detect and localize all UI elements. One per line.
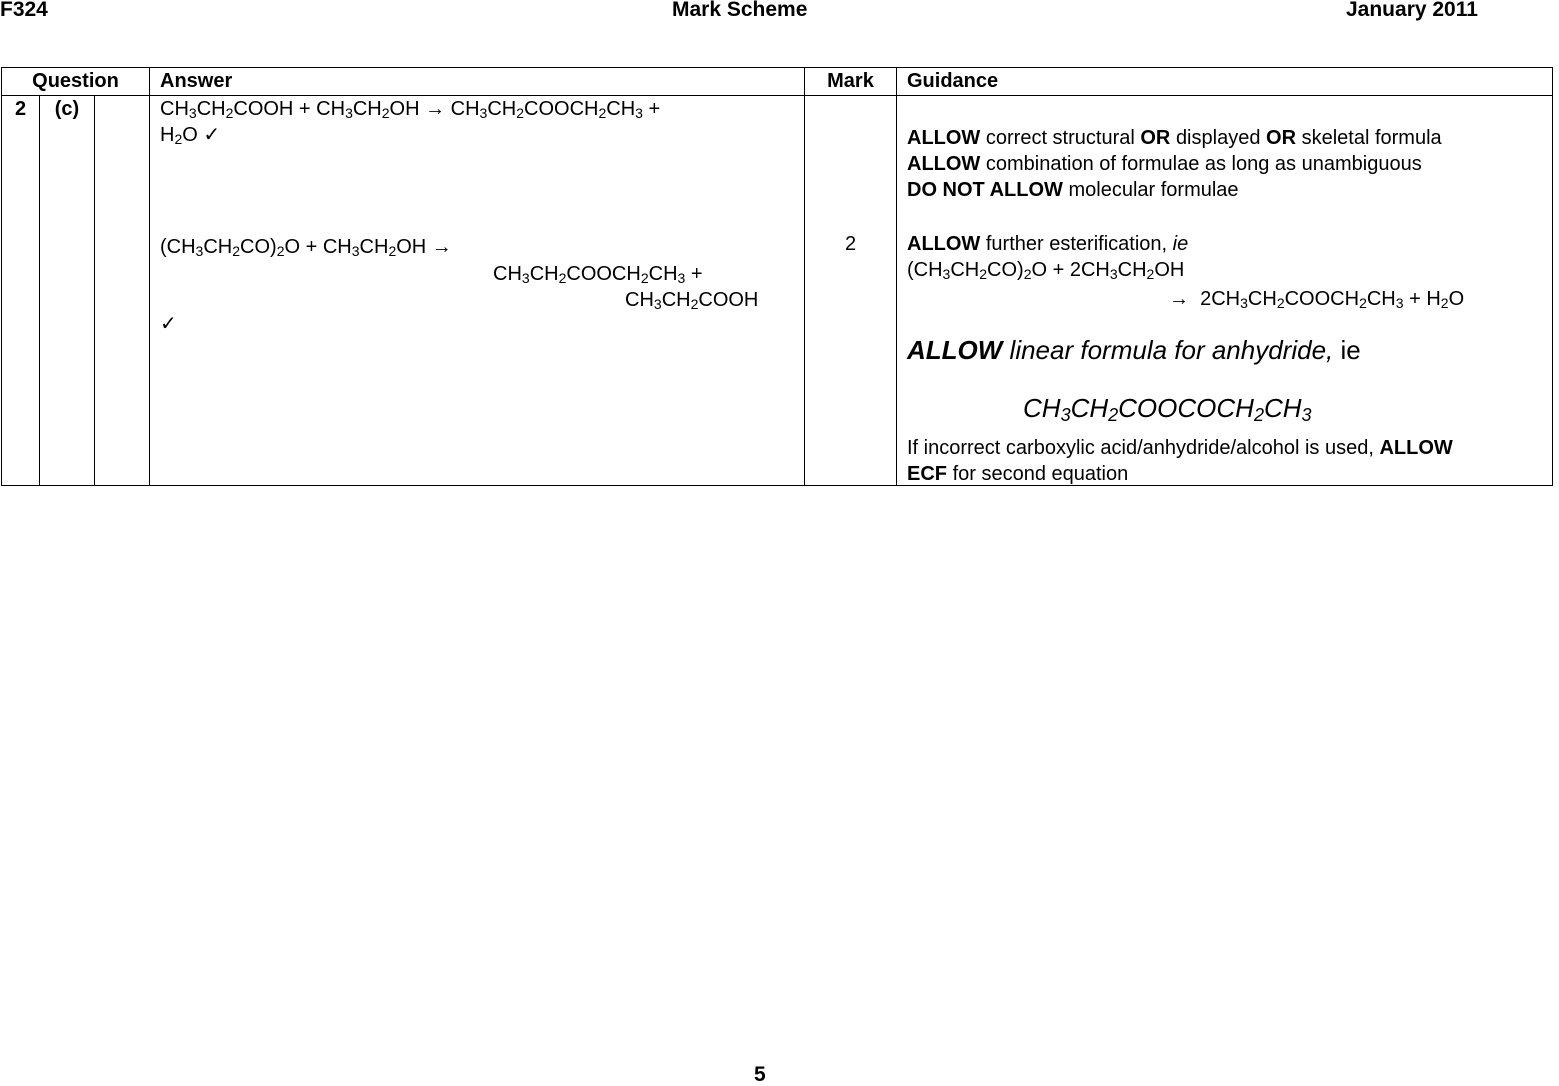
answer-cell: $CH_3CH_2COOH + CH_3CH_2OH$ → $CH_3CH_2COOCH_2CH_3$ + $H_2O$ ✓ $(CH_3CH_2CO)_2O + CH_3CH_2OH$ → $CH_3CH_2COOCH_2CH_3$ + $CH_3CH_2COOH$ ✓ (150, 96, 805, 486)
guidance-allow-keyword: ALLOW (907, 127, 981, 149)
header-course-code: F324 (0, 0, 48, 21)
guidance-line-9 (907, 461, 1128, 487)
guidance-text: skeletal formula (1301, 127, 1442, 149)
header-title: Mark Scheme (672, 0, 808, 21)
guidance-cell: ALLOW correct structural OR displayed OR skeletal formula ALLOW combination of formulae as long as unambiguous DO NOT ALLOW molecular formulae ALLOW further esterification, ie $(CH_3CH_2CO)_2O + 2CH_3CH_2OH$ → $2CH_3CH_2COOCH_2CH_3 + H_2O$ ALLOW linear formula for anhydride, ie $CH_3CH_2COOCOCH_2CH_3$ If incorrect carboxylic acid/anhydride/alcohol is used, ALLOW ECF for second equation (897, 96, 1553, 486)
guidance-ie: ie (1172, 233, 1189, 255)
guidance-or-keyword: OR (1140, 127, 1171, 149)
guidance-linear-formula-text (907, 96, 908, 97)
guidance-line-8 (907, 435, 1453, 461)
guidance-text: combination of formulae as long as unambiguous (985, 153, 1422, 175)
guidance-text: molecular formulae (1068, 179, 1239, 201)
guidance-allow-keyword: ALLOW (907, 233, 981, 255)
guidance-text: linear formula for anhydride, (1009, 335, 1334, 365)
guidance-text: further esterification, (985, 233, 1168, 255)
guidance-or-keyword: OR (1266, 127, 1297, 149)
mark-value: 2 (845, 233, 857, 255)
guidance-do-not-allow-keyword: DO NOT ALLOW (907, 179, 1063, 201)
guidance-line-1 (907, 125, 1442, 151)
question-subpart (95, 96, 150, 486)
guidance-text: displayed (1175, 127, 1261, 149)
table-header-row (2, 68, 1553, 96)
guidance-line-4 (907, 231, 1188, 257)
page-number: 5 (754, 1063, 766, 1086)
guidance-text: If incorrect carboxylic acid/anhydride/alcohol is used, (907, 437, 1374, 459)
guidance-line-2 (907, 151, 1422, 177)
mark-scheme-table (1, 67, 1553, 486)
guidance-text: for second equation (952, 463, 1129, 485)
guidance-text: correct structural (985, 127, 1135, 149)
question-number: 2 (2, 96, 40, 486)
guidance-allow-keyword: ALLOW (907, 335, 1003, 365)
guidance-ie: ie (1340, 335, 1361, 365)
mark-cell (805, 96, 897, 486)
question-column-header: Question (2, 68, 150, 96)
answer-column-header: Answer (150, 68, 805, 96)
guidance-equation-text (907, 96, 908, 97)
guidance-line-3 (907, 177, 1239, 203)
table-row (2, 96, 1553, 486)
guidance-allow-keyword: ALLOW (907, 153, 981, 175)
question-part: (c) (40, 96, 95, 486)
guidance-column-header: Guidance (897, 68, 1553, 96)
guidance-line-6 (907, 334, 1361, 366)
guidance-ecf-keyword: ECF (907, 463, 947, 485)
mark-column-header: Mark (805, 68, 897, 96)
guidance-allow-keyword: ALLOW (1379, 437, 1453, 459)
header-date: January 2011 (1346, 0, 1478, 21)
